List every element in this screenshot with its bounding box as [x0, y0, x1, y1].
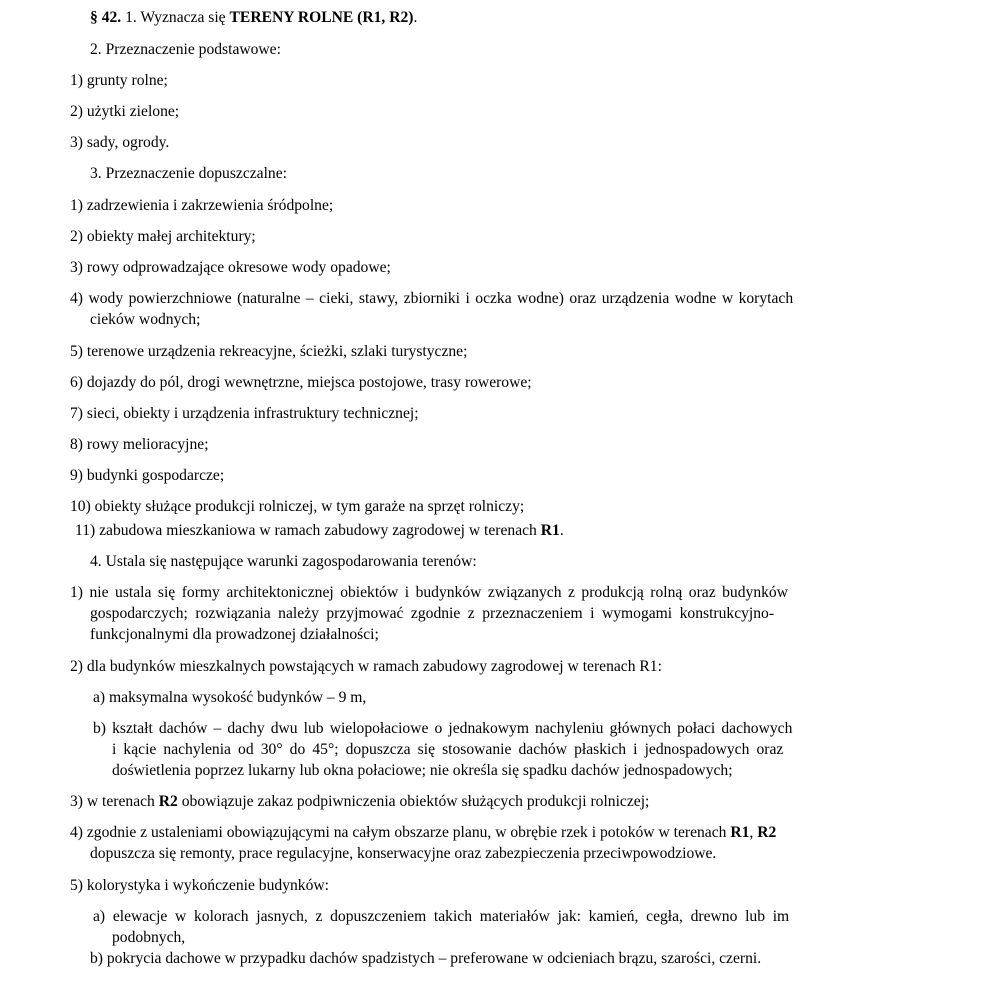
- allowed-item-8: 8) rowy melioracyjne;: [70, 436, 209, 453]
- allowed-item-1: 1) zadrzewienia i zakrzewienia śródpolne;: [70, 197, 334, 214]
- condition-1-line-2: gospodarczych; rozwiązania należy przyjmować zgodnie z przeznaczeniem i wymogami konstrukcyjno-: [90, 605, 775, 622]
- zone-r2: R2: [158, 793, 178, 810]
- condition-4-text: 4) zgodnie z ustaleniami obowiązującymi na całym obszarze planu, w obrębie rzek i potoków w terenach: [70, 824, 731, 841]
- condition-4-line-1: [70, 823, 981, 843]
- allowed-item-6: 6) dojazdy do pól, drogi wewnętrzne, miejsca postojowe, trasy rowerowe;: [70, 374, 532, 391]
- period: .: [559, 522, 564, 539]
- zone-r2: R2: [757, 824, 777, 841]
- paragraph-4: 4. Ustala się następujące warunki zagospodarowania terenów:: [90, 553, 477, 570]
- allowed-item-11-text: 11) zabudowa mieszkaniowa w ramach zabudowy zagrodowej w terenach: [75, 522, 541, 539]
- condition-5a-line-2: podobnych,: [112, 929, 186, 946]
- allowed-item-5: 5) terenowe urządzenia rekreacyjne, ścieżki, szlaki turystyczne;: [70, 343, 468, 360]
- condition-2b-line-2: i kącie nachylenia od 30° do 45°; dopuszcza się stosowanie dachów płaskich i jednospadowych oraz: [112, 741, 784, 758]
- section-number: § 42.: [90, 9, 122, 26]
- period: .: [413, 9, 418, 26]
- zone-r1: R1: [540, 522, 560, 539]
- condition-5a-line-1: a) elewacje w kolorach jasnych, z dopuszczeniem takich materiałów jak: kamień, cegła, drewno lub im: [93, 908, 790, 925]
- allowed-item-10: 10) obiekty służące produkcji rolniczej, w tym garaże na sprzęt rolniczy;: [70, 498, 525, 515]
- condition-2a: a) maksymalna wysokość budynków – 9 m,: [93, 689, 367, 706]
- zone-r1: R1: [730, 824, 750, 841]
- section-heading: [90, 8, 981, 28]
- allowed-item-4-line-2: cieków wodnych;: [90, 311, 201, 328]
- condition-5b: b) pokrycia dachowe w przypadku dachów spadzistych – preferowane w odcieniach brązu, szarości, czerni.: [90, 950, 762, 967]
- condition-3-text-end: obowiązuje zakaz podpiwniczenia obiektów służących produkcji rolniczej;: [177, 793, 650, 810]
- zone-name: TERENY ROLNE (R1, R2): [229, 9, 414, 26]
- basic-item-3: 3) sady, ogrody.: [70, 134, 170, 151]
- basic-item-1: 1) grunty rolne;: [70, 72, 168, 89]
- condition-2: 2) dla budynków mieszkalnych powstających w ramach zabudowy zagrodowej w terenach R1:: [70, 658, 662, 675]
- paragraph-3: 3. Przeznaczenie dopuszczalne:: [90, 165, 287, 182]
- allowed-item-2: 2) obiekty małej architektury;: [70, 228, 256, 245]
- paragraph-1-text: 1. Wyznacza się: [125, 9, 230, 26]
- paragraph-2: 2. Przeznaczenie podstawowe:: [90, 41, 281, 58]
- condition-5: 5) kolorystyka i wykończenie budynków:: [70, 877, 329, 894]
- condition-4-line-2: dopuszcza się remonty, prace regulacyjne, konserwacyjne oraz zabezpieczenia przeciwpowodziowe.: [90, 845, 717, 862]
- condition-1-line-3: funkcjonalnymi dla prowadzonej działalności;: [90, 626, 379, 643]
- condition-1-line-1: 1) nie ustala się formy architektonicznej obiektów i budynków związanych z produkcją rolną oraz budynków: [70, 584, 788, 601]
- condition-3-text: 3) w terenach: [70, 793, 159, 810]
- condition-2b-line-3: doświetlenia poprzez lukarny lub okna połaciowe; nie określa się spadku dachów jednospadowych;: [112, 762, 733, 779]
- allowed-item-11: [75, 521, 981, 541]
- condition-2b-line-1: b) kształt dachów – dachy dwu lub wielopołaciowe o jednakowym nachyleniu głównych połaci dachowych: [93, 720, 793, 737]
- allowed-item-9: 9) budynki gospodarcze;: [70, 467, 225, 484]
- condition-3: [70, 792, 981, 812]
- basic-item-2: 2) użytki zielone;: [70, 103, 180, 120]
- allowed-item-3: 3) rowy odprowadzające okresowe wody opadowe;: [70, 259, 391, 276]
- allowed-item-7: 7) sieci, obiekty i urządzenia infrastruktury technicznej;: [70, 405, 419, 422]
- allowed-item-4-line-1: 4) wody powierzchniowe (naturalne – cieki, stawy, zbiorniki i oczka wodne) oraz urządzenia wodne w korytach: [70, 290, 794, 307]
- separator: ,: [749, 824, 758, 841]
